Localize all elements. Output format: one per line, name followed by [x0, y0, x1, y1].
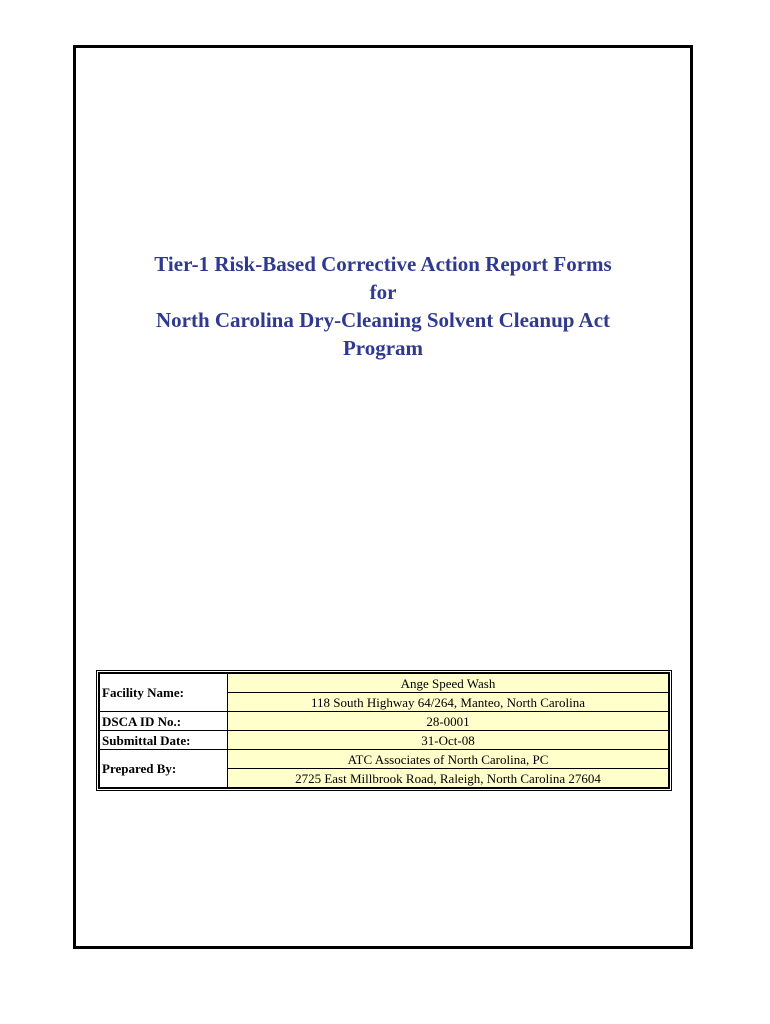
facility-name-label: Facility Name:	[100, 674, 228, 712]
table-row	[100, 731, 669, 750]
report-title	[73, 250, 693, 362]
title-line-4: Program	[342, 336, 424, 360]
facility-name-value: Ange Speed Wash	[228, 674, 669, 693]
table-row	[100, 712, 669, 731]
title-line-3: North Carolina Dry-Cleaning Solvent Cleanup Act	[155, 308, 611, 332]
title-line-1: Tier-1 Risk-Based Corrective Action Report Forms	[154, 252, 612, 276]
page-border	[73, 45, 693, 949]
submittal-date-value: 31-Oct-08	[228, 731, 669, 750]
facility-info-table	[96, 670, 672, 791]
dsca-id-value: 28-0001	[228, 712, 669, 731]
facility-address-value: 118 South Highway 64/264, Manteo, North Carolina	[228, 693, 669, 712]
table-row	[100, 674, 669, 693]
table-row	[100, 750, 669, 769]
prepared-by-value: ATC Associates of North Carolina, PC	[228, 750, 669, 769]
title-line-2: for	[369, 280, 397, 304]
submittal-date-label: Submittal Date:	[100, 731, 228, 750]
dsca-id-label: DSCA ID No.:	[100, 712, 228, 731]
prepared-by-address-value: 2725 East Millbrook Road, Raleigh, North Carolina 27604	[228, 769, 669, 788]
prepared-by-label: Prepared By:	[100, 750, 228, 788]
